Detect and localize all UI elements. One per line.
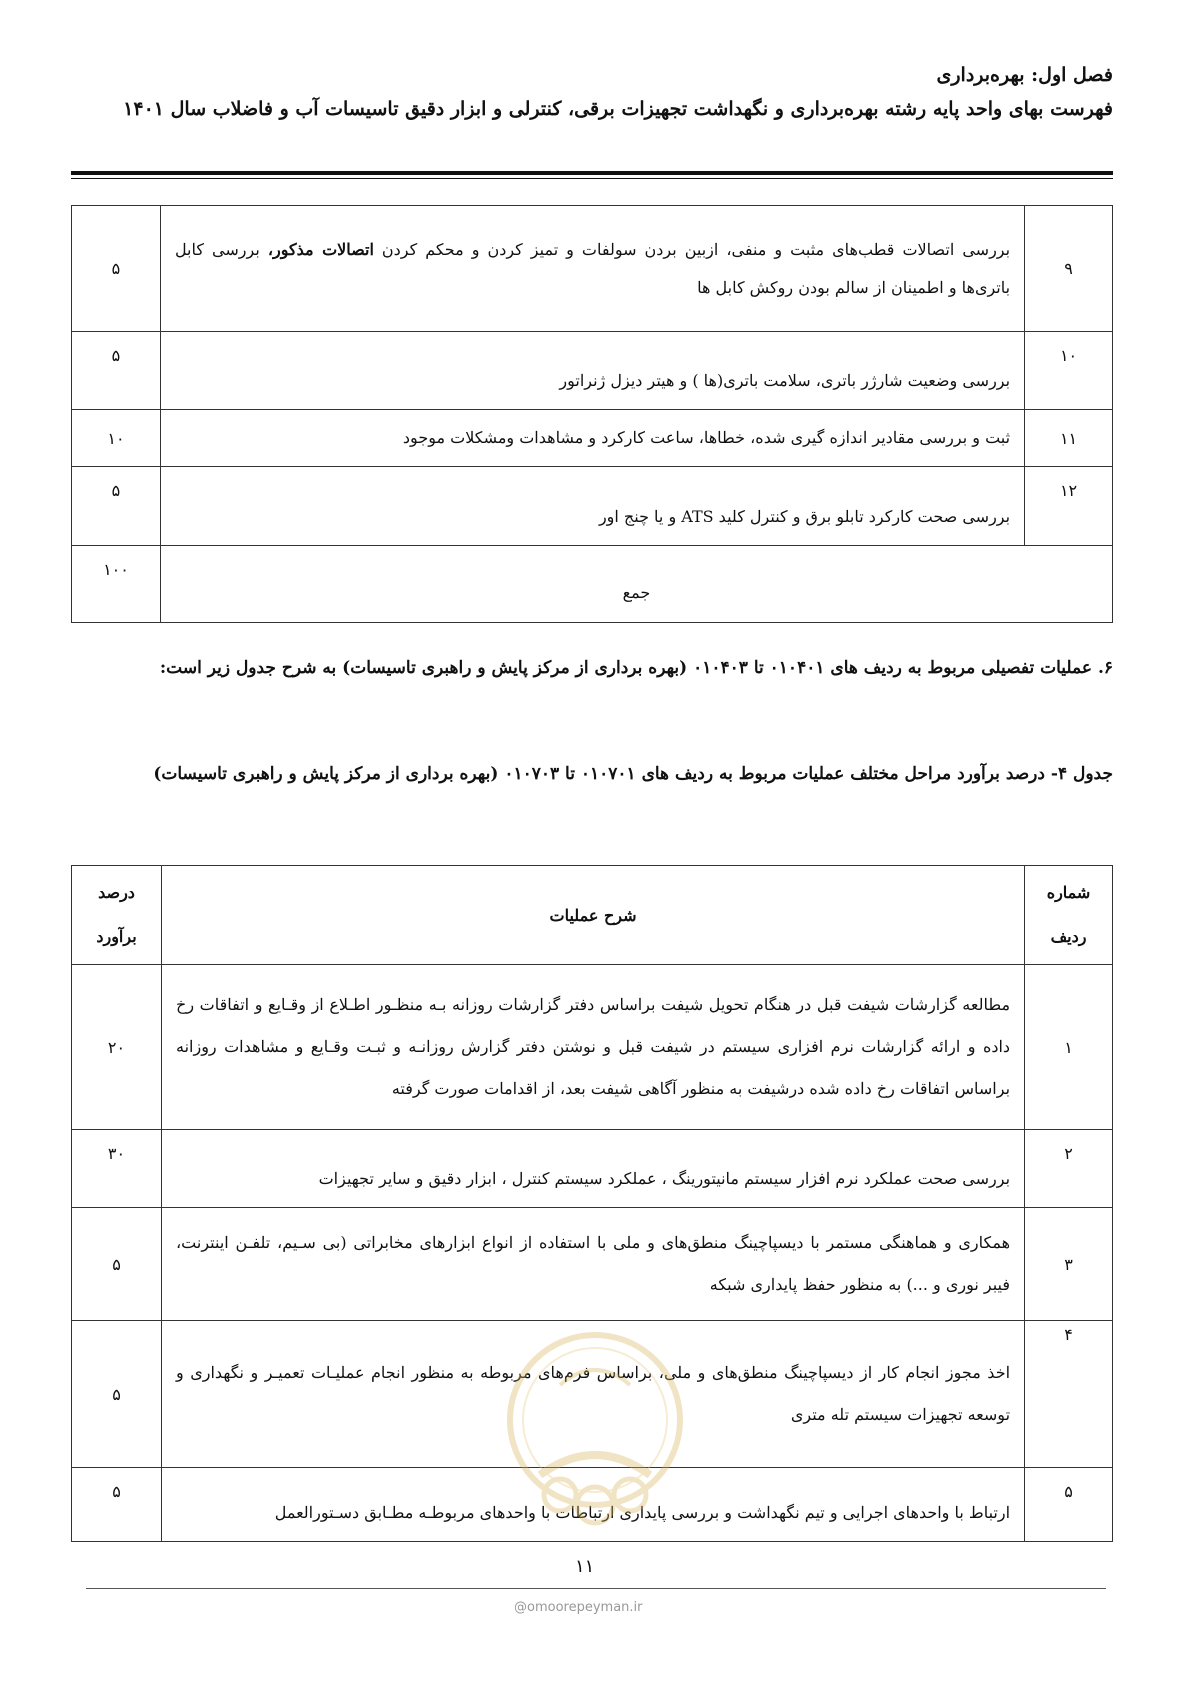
row-percent: ۵ bbox=[72, 206, 161, 332]
row-description: ثبت و بررسی مقادیر اندازه گیری شده، خطاها، ساعت کارکرد و مشاهدات ومشکلات موجود bbox=[160, 410, 1024, 467]
row-percent: ۳۰ bbox=[72, 1130, 162, 1208]
page-number: ۱۱ bbox=[575, 1556, 595, 1577]
header-rule-thin bbox=[71, 178, 1113, 179]
footer-rule bbox=[86, 1588, 1106, 1589]
total-label: جمع bbox=[160, 546, 1112, 623]
row-number: ۱۱ bbox=[1025, 410, 1113, 467]
table-row bbox=[72, 467, 1113, 546]
row-number: ۳ bbox=[1025, 1208, 1113, 1321]
table-row bbox=[72, 332, 1113, 410]
row-number: ۱۰ bbox=[1025, 332, 1113, 410]
table-4-caption: جدول ۴- درصد برآورد مراحل مختلف عملیات مربوط به ردیف های ۰۱۰۷۰۱ تا ۰۱۰۷۰۳ (بهره برداری از مرکز پایش و راهبری تاسیسات) bbox=[153, 764, 1113, 784]
row-percent: ۵ bbox=[72, 1468, 162, 1542]
table-row bbox=[72, 1208, 1113, 1321]
document-subtitle: فهرست بهای واحد پایه رشته بهره‌برداری و نگهداشت تجهیزات برقی، کنترلی و ابزار دقیق تاسیسات آب و فاضلاب سال ۱۴۰۱ bbox=[123, 98, 1113, 120]
row-description: بررسی وضعیت شارژر باتری، سلامت باتری(ها ) و هیتر دیزل ژنراتور bbox=[160, 332, 1024, 410]
header-description: شرح عملیات bbox=[162, 866, 1025, 965]
row-percent: ۵ bbox=[72, 467, 161, 546]
row-percent: ۵ bbox=[72, 1208, 162, 1321]
row-number: ۴ bbox=[1025, 1321, 1113, 1468]
row-number: ۵ bbox=[1025, 1468, 1113, 1542]
row-description: بررسی اتصالات قطب‌های مثبت و منفی، ازبین بردن سولفات و تمیز کردن و محکم کردن اتصالات مذکور، بررسی کابل باتری‌ها و اطمینان از سالم بودن روکش کابل ها bbox=[160, 206, 1024, 332]
row-number: ۹ bbox=[1025, 206, 1113, 332]
row-percent: ۵ bbox=[72, 1321, 162, 1468]
row-description: اخذ مجوز انجام کار از دیسپاچینگ منطق‌های و ملی، براساس فرم‌های مربوطه به منظور انجام عملیـات تعمیـر و نگهداری و توسعه تجهیزات سیستم تله متری bbox=[162, 1321, 1025, 1468]
row-percent: ۱۰ bbox=[72, 410, 161, 467]
row-description: ارتباط با واحدهای اجرایی و تیم نگهداشت و بررسی پایداری ارتباطات با واحدهای مربوطـه مطـابق دسـتورالعمل bbox=[162, 1468, 1025, 1542]
row-number: ۱۲ bbox=[1025, 467, 1113, 546]
table-header-row bbox=[72, 866, 1113, 965]
row-description: همکاری و هماهنگی مستمر با دیسپاچینگ منطق‌های و ملی با استفاده از انواع ابزارهای مخابراتی (بی سـیم، تلفـن اینترنت، فیبر نوری و ...) به منظور حفظ پایداری شبکه bbox=[162, 1208, 1025, 1321]
row-percent: ۵ bbox=[72, 332, 161, 410]
table-row bbox=[72, 206, 1113, 332]
row-description: مطالعه گزارشات شیفت قبل در هنگام تحویل شیفت براساس دفتر گزارشات روزانه بـه منظـور اطـلاع از وقـایع و اتفاقات رخ داده و ارائه گزارشات نرم افزاری سیستم در شیفت قبل و نوشتن دفتر گزارش روزانـه و ثبـت وقـایع و مشاهدات روزانه براساس اتفاقات رخ داده شده درشیفت به منظور آگاهی شیفت بعد، از اقدامات صورت گرفته bbox=[162, 965, 1025, 1130]
row-description: بررسی صحت عملکرد نرم افزار سیستم مانیتورینگ ، عملکرد سیستم کنترل ، ابزار دقیق و سایر تجهیزات bbox=[162, 1130, 1025, 1208]
bold-phrase: اتصالات مذکور، bbox=[267, 239, 374, 259]
page-header bbox=[73, 58, 1113, 126]
table-row-total bbox=[72, 546, 1113, 623]
row-number: ۲ bbox=[1025, 1130, 1113, 1208]
section-6-paragraph: ۶. عملیات تفصیلی مربوط به ردیف های ۰۱۰۴۰۱ تا ۰۱۰۴۰۳ (بهره برداری از مرکز پایش و راهبری تاسیسات) به شرح جدول زیر است: bbox=[159, 658, 1113, 678]
chapter-title: فصل اول: بهره‌برداری bbox=[936, 64, 1113, 86]
row-percent: ۲۰ bbox=[72, 965, 162, 1130]
header-rule-thick bbox=[71, 171, 1113, 175]
table-row bbox=[72, 410, 1113, 467]
seal-logo-icon bbox=[500, 1325, 690, 1540]
row-number: ۱ bbox=[1025, 965, 1113, 1130]
header-percent: درصد برآورد bbox=[72, 866, 162, 965]
table-row bbox=[72, 965, 1113, 1130]
row-description: بررسی صحت کارکرد تابلو برق و کنترل کلید ATS و یا چنج اور bbox=[160, 467, 1024, 546]
table-1 bbox=[71, 205, 1113, 623]
header-row-number: شماره ردیف bbox=[1025, 866, 1113, 965]
website-watermark: @omoorepeyman.ir bbox=[514, 1600, 643, 1615]
table-row bbox=[72, 1130, 1113, 1208]
total-percent: ۱۰۰ bbox=[72, 546, 161, 623]
